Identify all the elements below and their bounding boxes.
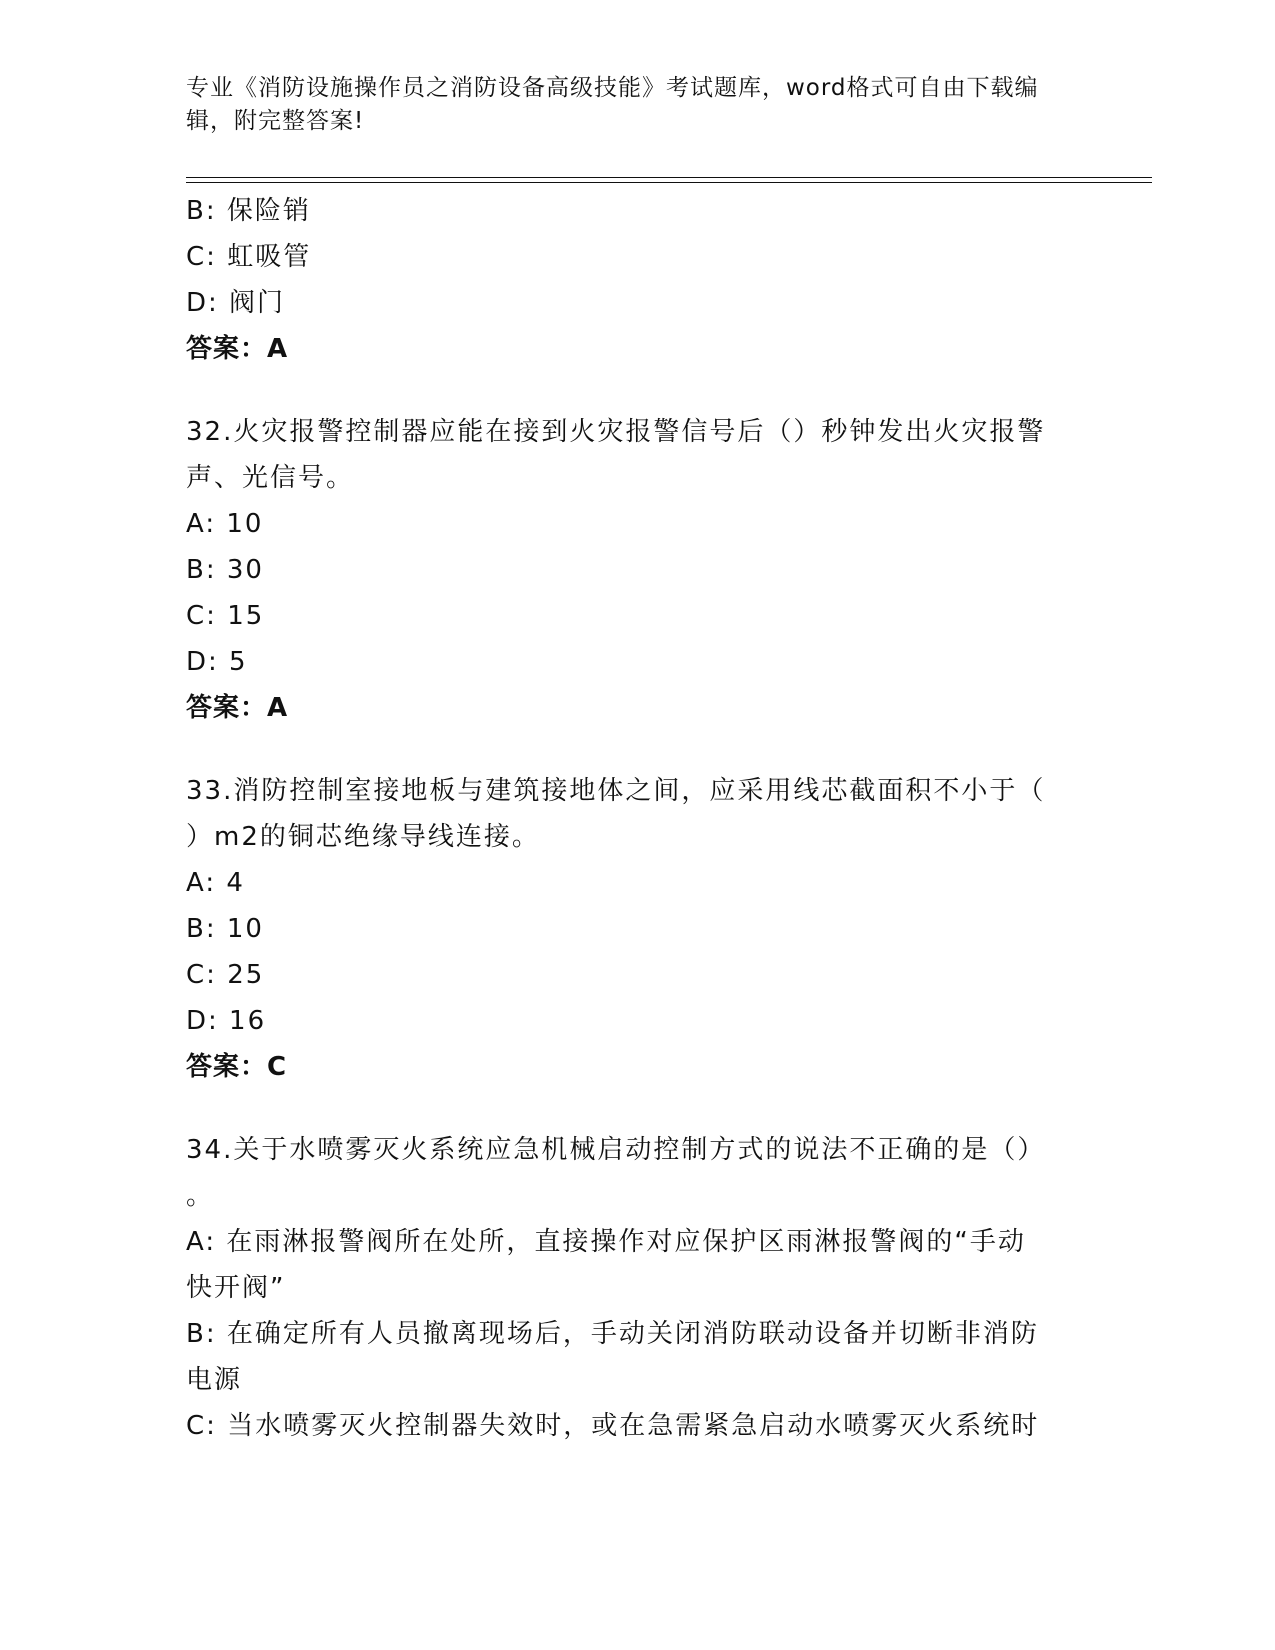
option-c (186, 593, 1086, 639)
option-text: 10 (226, 914, 264, 944)
option-a-line-2: 快开阀” (186, 1273, 286, 1303)
page-header (186, 72, 1066, 138)
option-text: 15 (227, 601, 265, 631)
option-a-line-1 (186, 1219, 1086, 1265)
option-label: D: (186, 1006, 219, 1036)
question-stem-line-2: 声、光信号。 (186, 463, 355, 493)
option-label: A: (186, 868, 217, 898)
question-32 (186, 409, 1086, 731)
header-divider-top (186, 177, 1152, 178)
option-label: C: (186, 1411, 217, 1441)
option-label: D: (186, 288, 219, 318)
option-text: 5 (229, 647, 248, 677)
question-stem-line-1 (186, 768, 1086, 814)
question-stem: 火灾报警控制器应能在接到火灾报警信号后（）秒钟发出火灾报警 (233, 417, 1046, 447)
spacer (186, 731, 1086, 768)
option-b-line-2: 电源 (186, 1365, 243, 1395)
option-c-line-1 (186, 1403, 1086, 1449)
question-stem: 消防控制室接地板与建筑接地体之间，应采用线芯截面积不小于（ (233, 776, 1046, 806)
option-c (186, 952, 1086, 998)
option-d (186, 998, 1086, 1044)
option-label: C: (186, 601, 217, 631)
option-c (186, 234, 1086, 280)
question-stem-line-1 (186, 409, 1086, 455)
previous-question (186, 188, 1086, 372)
option-b (186, 547, 1086, 593)
option-text: 在确定所有人员撤离现场后，手动关闭消防联动设备并切断非消防 (226, 1319, 1039, 1349)
option-label: B: (186, 196, 217, 226)
question-33 (186, 768, 1086, 1090)
question-number: 34. (186, 1135, 234, 1165)
spacer (186, 372, 1086, 409)
option-text: 25 (227, 960, 265, 990)
question-content (186, 188, 1086, 1449)
question-stem-line-1 (186, 1127, 1086, 1173)
question-number: 33. (186, 776, 234, 806)
option-b (186, 906, 1086, 952)
answer-line: 答案：A (186, 693, 289, 723)
spacer (186, 1090, 1086, 1127)
question-stem-line-2: 。 (186, 1181, 215, 1211)
option-b (186, 188, 1086, 234)
header-line-2: 辑，附完整答案! (186, 108, 365, 134)
option-text: 当水喷雾灭火控制器失效时，或在急需紧急启动水喷雾灭火系统时 (227, 1411, 1040, 1441)
header-line-1: 专业《消防设施操作员之消防设备高级技能》考试题库，word格式可自由下载编 (186, 75, 1039, 101)
option-label: A: (186, 1227, 217, 1257)
option-label: C: (186, 960, 217, 990)
answer-line: 答案：C (186, 1052, 288, 1082)
option-text: 10 (226, 509, 264, 539)
option-a (186, 501, 1086, 547)
answer-line: 答案：A (186, 334, 289, 364)
option-label: B: (186, 914, 217, 944)
option-label: D: (186, 647, 219, 677)
header-divider-bottom (186, 182, 1152, 183)
option-text: 30 (226, 555, 264, 585)
question-stem-line-2: ）m2的铜芯绝缘导线连接。 (186, 822, 540, 852)
option-d (186, 280, 1086, 326)
option-text: 16 (229, 1006, 267, 1036)
option-a (186, 860, 1086, 906)
option-d (186, 639, 1086, 685)
question-34 (186, 1127, 1086, 1449)
option-text: 阀门 (229, 288, 286, 318)
option-label: C: (186, 242, 217, 272)
option-label: B: (186, 555, 217, 585)
question-number: 32. (186, 417, 234, 447)
option-text: 保险销 (226, 196, 311, 226)
option-label: B: (186, 1319, 217, 1349)
question-stem: 关于水喷雾灭火系统应急机械启动控制方式的说法不正确的是（） (233, 1135, 1046, 1165)
option-label: A: (186, 509, 217, 539)
option-text: 虹吸管 (227, 242, 312, 272)
option-text: 在雨淋报警阀所在处所，直接操作对应保护区雨淋报警阀的“手动 (226, 1227, 1026, 1257)
option-text: 4 (226, 868, 245, 898)
option-b-line-1 (186, 1311, 1086, 1357)
